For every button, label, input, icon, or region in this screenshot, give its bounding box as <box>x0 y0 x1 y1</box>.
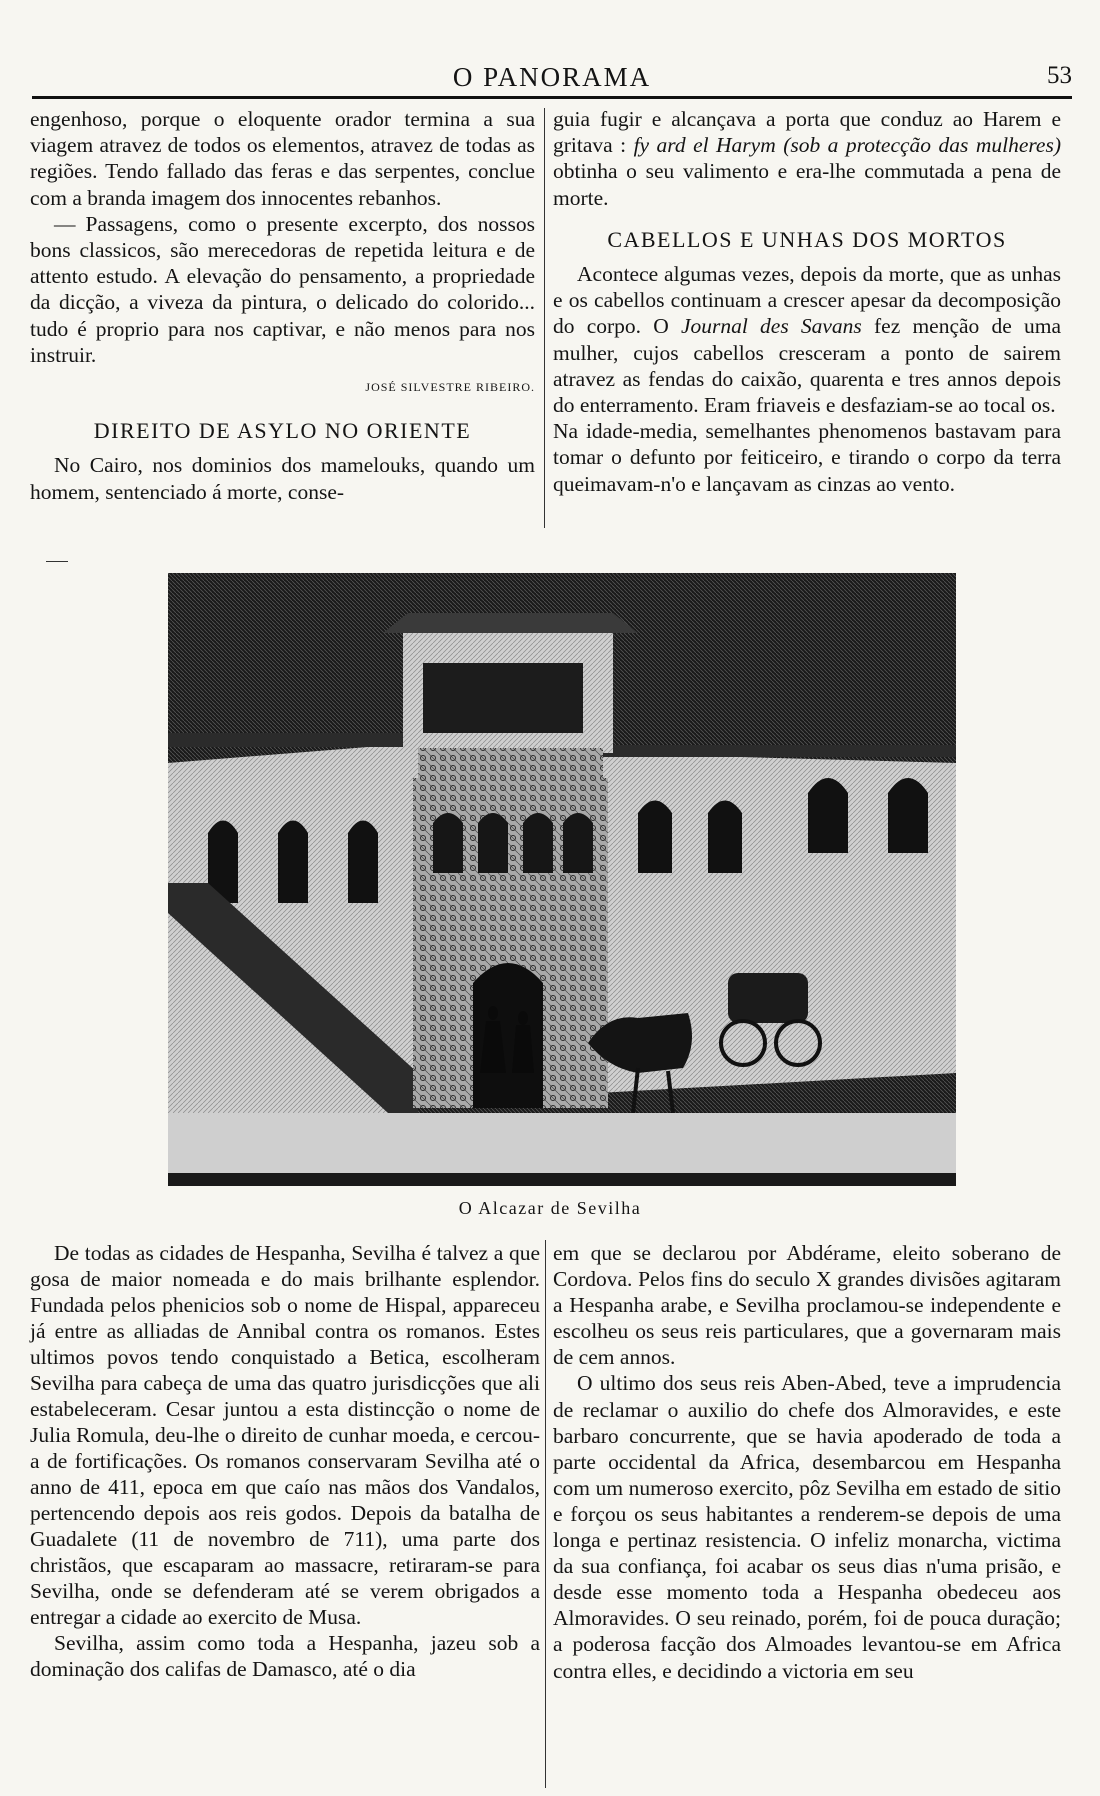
paragraph-harem <box>553 106 1061 211</box>
page-number: 53 <box>1047 62 1072 89</box>
engraving-bottom-edge <box>168 1173 956 1186</box>
paragraph-cairo: No Cairo, nos dominios dos mamelouks, quando um homem, sentenciado á morte, conse- <box>30 453 535 504</box>
paragraph-aben-abed: O ultimo dos seus reis Aben-Abed, teve a imprudencia de reclamar o auxilio do chefe dos Almoravides, e este barbaro concurrente, que se havia apoderado de toda a parte occidental da Africa, desembarcou em Hespanha com um numeroso exercito, pôz Sevilha em estado de sitio e forçou os seus habitantes a renderem-se depois de uma longa e pertinaz resistencia. O infeliz monarcha, victima da sua confiança, foi acabar os seus dias n'uma prisão, e desde esse momento toda a Hespanha obedeceu aos Almoravides. O seu reinado, porém, foi de pouca duração; a poderosa facção dos Almoades levantou-se em Africa contra elles, e decidindo a victoria em seu <box>553 1371 1061 1683</box>
tower-ornament-band <box>418 748 603 778</box>
header-rule <box>32 96 1072 99</box>
right-roofline <box>598 745 956 757</box>
column-right-bottom <box>553 1240 1061 1684</box>
acontece-text-start: Acontece algumas vezes, depois da morte, que as unhas e os cabellos continuam a crescer apesar da decomposição do corpo. O <box>553 262 1061 339</box>
section-title-asylo: DIREITO DE ASYLO NO ORIENTE <box>93 418 472 444</box>
illustration-caption: O Alcazar de Sevilha <box>458 1198 642 1218</box>
paragraph-sevilha-dominacao: Sevilha, assim como toda a Hespanha, jazeu sob a dominação dos califas de Damasco, até o dia <box>30 1631 540 1681</box>
paragraph-idade-media: Na idade-media, semelhantes phenomenos bastavam para tomar o defunto por feiticeiro, e tirando o corpo da terra queimavam-n'o e lançavam as cinzas ao vento. <box>553 419 1061 496</box>
harem-italic-phrase: fy ard el Harym (sob a protecção das mulheres) <box>633 133 1062 158</box>
journal-title-italic: Journal des Savans <box>680 314 862 339</box>
tower-gallery <box>423 663 583 733</box>
paragraph-acontece <box>553 261 1061 418</box>
paragraph-passagens: — Passagens, como o presente excerpto, dos nossos bons classicos, são merecedoras de repetida leitura e de attento estudo. A elevação do pensamento, a propriedade da dicção, a viveza da pintura, o delicado do colorido... tudo é proprio para nos captivar, e não menos para nos instruir. <box>30 211 535 367</box>
page-header <box>32 58 1072 98</box>
publication-title: O PANORAMA <box>452 62 652 92</box>
signature-row <box>30 368 535 400</box>
tower-roof <box>383 613 638 633</box>
alcazar-engraving <box>168 573 956 1186</box>
column-divider-bottom <box>545 1240 546 1788</box>
harem-text-end: obtinha o seu valimento e era-lhe commutada a pena de morte. <box>553 159 1061 210</box>
column-left-top <box>30 106 535 505</box>
column-left-bottom <box>30 1240 540 1682</box>
paragraph-sevilha-intro: De todas as cidades de Hespanha, Sevilha é talvez a que gosa de maior nomeada e do mais brilhante esplendor. Fundada pelos phenicios sob o nome de Hispal, appareceu já entre as alliadas de Annibal contra os romanos. Estes ultimos povos tendo conquistado a Betica, escolheram Sevilha para cabeça de uma das quatro jurisdicções que ali estabeleceram. Cesar juntou a esta distincção o nome de Julia Romula, deu-lhe o direito de cunhar moeda, e cercou-a de fortificações. Os romanos conservaram Sevilha até o anno de 411, epoca em que caío nas mãos dos Vandalos, pertencendo depois aos reis godos. Depois da batalha de Guadalete (11 de novembro de 711), uma parte dos christãos, que escaparam ao massacre, retiraram-se para Sevilha, onde se defenderam até se verem obrigados a entregar a cidade ao exercito de Musa. <box>30 1241 540 1629</box>
alcazar-engraving-drawing <box>168 573 956 1186</box>
column-right-top <box>553 106 1061 497</box>
harem-text-start: guia fugir e alcançava a porta que conduz ao Harem e gritava : <box>553 107 1061 158</box>
acontece-text-end: fez menção de uma mulher, cujos cabellos cresceram a ponto de sairem atravez as fendas do caixão, quarenta e tres annos depois do enterramento. Eram friaveis e desfaziam-se ao tocal os. <box>553 314 1062 418</box>
main-doorway <box>473 963 543 1108</box>
author-signature: JOSÉ SILVESTRE RIBEIRO. <box>365 380 535 395</box>
left-roofline <box>168 733 418 747</box>
paragraph-engenhoso: engenhoso, porque o eloquente orador termina a sua viagem atravez de todos os elementos, atravez de todas as regiões. Tendo fallado das feras e das serpentes, conclue com a branda imagem dos innocentes rebanhos. <box>30 107 535 210</box>
left-arched-windows <box>208 821 378 904</box>
short-divider <box>46 561 68 562</box>
column-divider-top <box>544 108 545 528</box>
section-title-cabellos: CABELLOS E UNHAS DOS MORTOS <box>607 226 1007 252</box>
paragraph-abderame: em que se declarou por Abdérame, eleito soberano de Cordova. Pelos fins do seculo X grandes divisões agitaram a Hespanha arabe, e Sevilha proclamou-se independente e escolheu os seus reis particulares, que a governaram mais de cem annos. <box>553 1241 1061 1370</box>
